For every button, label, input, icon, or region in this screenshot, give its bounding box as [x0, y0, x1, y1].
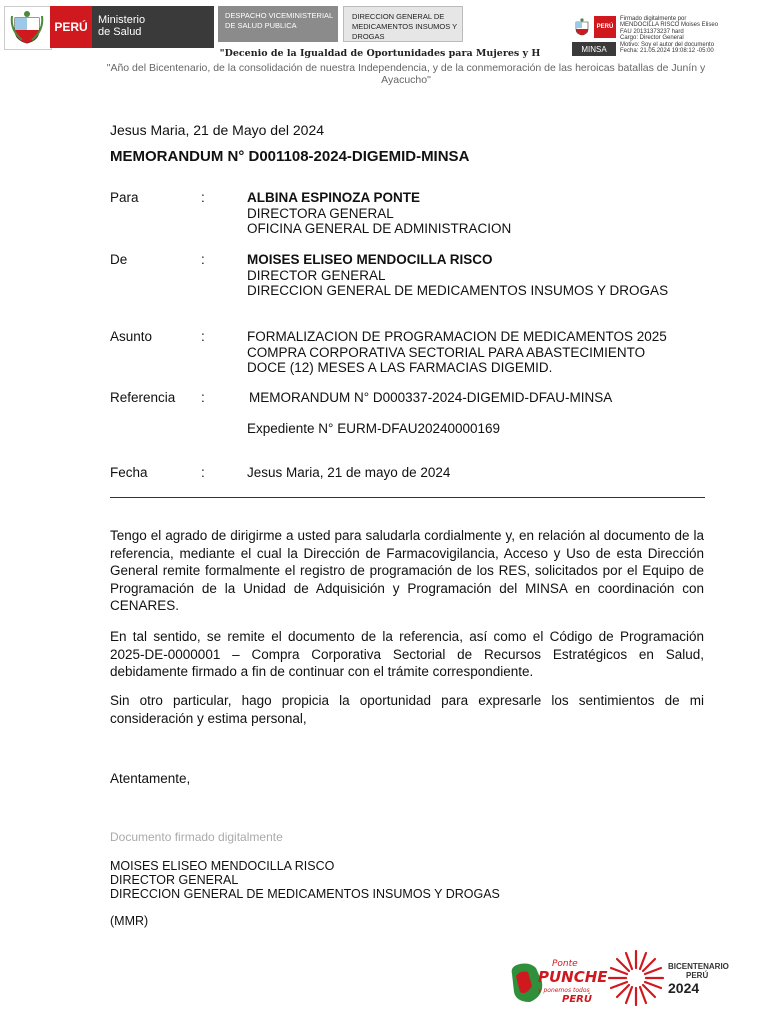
de-role: DIRECTOR GENERAL: [247, 267, 386, 283]
para-label: Para: [110, 190, 139, 205]
asunto-label: Asunto: [110, 329, 153, 344]
referencia-1: MEMORANDUM N° D000337-2024-DIGEMID-DFAU-MINSA: [249, 390, 613, 405]
ponte-punche-logo-icon: [508, 952, 608, 1008]
decenio-line: "Decenio de la Igualdad de Oportunidades para Mujeres y H: [219, 48, 541, 59]
para-colon: :: [201, 190, 205, 205]
header-divider: [110, 497, 705, 498]
stamp-peru-badge: PERÚ: [594, 16, 616, 38]
asunto-colon: :: [201, 329, 205, 344]
para-name: ALBINA ESPINOZA PONTE: [247, 190, 421, 205]
closing-salutation: Atentamente,: [110, 771, 191, 786]
asunto-line3: DOCE (12) MESES A LAS FARMACIAS DIGEMID.: [247, 360, 553, 375]
bicentenario-year: 2024: [668, 980, 700, 996]
bicentenario-label: [668, 962, 738, 980]
fecha-value: Jesus Maria, 21 de mayo de 2024: [247, 465, 451, 480]
initials: (MMR): [110, 914, 149, 928]
direccion-badge: DIRECCION GENERAL DE MEDICAMENTOS INSUMOS Y DROGAS: [343, 6, 463, 42]
bicentenario-country: PERÚ: [686, 971, 709, 980]
de-label: De: [110, 252, 128, 267]
asunto-value: [247, 329, 717, 376]
stamp-coat-of-arms-icon: [574, 18, 590, 36]
referencia-label: Referencia: [110, 390, 176, 405]
svg-text:PUNCHE: PUNCHE: [538, 968, 608, 986]
ministry-badge: [92, 6, 214, 48]
referencia-row: [110, 390, 710, 440]
signer-name: MOISES ELISEO MENDOCILLA RISCO: [110, 859, 335, 873]
digital-signature-text: Firmado digitalmente por MENDOCILLA RISCO Moises Eliseo FAU 20131373237 hard Cargo: Director General Motivo: Soy el autor del documento Fecha: 21.05.2024 19:08:12 -05:00: [620, 16, 719, 55]
ministry-line1: Ministerio: [98, 14, 146, 26]
memo-date: Jesus Maria, 21 de Mayo del 2024: [110, 122, 325, 138]
peru-badge: PERÚ: [50, 6, 92, 48]
asunto-line1: FORMALIZACION DE PROGRAMACION DE MEDICAMENTOS 2025: [247, 329, 667, 344]
svg-text:PERÚ: PERÚ: [562, 994, 592, 1005]
peru-coat-of-arms-icon: [12, 10, 42, 44]
para-office: OFICINA GENERAL DE ADMINISTRACION: [247, 221, 512, 236]
de-value: [247, 252, 717, 299]
para-row: [110, 190, 710, 238]
asunto-line2: COMPRA CORPORATIVA SECTORIAL PARA ABASTECIMIENTO: [247, 344, 646, 360]
signer-block: [110, 859, 500, 901]
fecha-colon: :: [201, 465, 205, 480]
para-role: DIRECTORA GENERAL: [247, 205, 394, 221]
referencia-colon: :: [201, 390, 205, 405]
fecha-row: [110, 465, 710, 481]
ministry-line2: de Salud: [98, 26, 142, 38]
de-colon: :: [201, 252, 205, 267]
signer-role: DIRECTOR GENERAL: [110, 873, 239, 887]
digitally-signed-note: Documento firmado digitalmente: [110, 830, 283, 844]
referencia-2: Expediente N° EURM-DFAU20240000169: [247, 421, 501, 436]
body-paragraph-1: Tengo el agrado de dirigirme a usted para saludarla cordialmente y, en relación al documento de la referencia, mediante el cual la Dirección de Farmacovigilancia, Acceso y Uso de esta Dirección General remite formalmente el registro de programación de los RES, solicitados por el Equipo de Programación de la Unidad de Adquisición y Programación del MINSA en coordinación con CENARES.: [110, 528, 704, 614]
body-paragraph-2: En tal sentido, se remite el documento de la referencia, así como el Código de Programación 2025-DE-0000001 – Compra Corporativa Sectorial de Recursos Estratégicos en Salud, debidamente firmado a fin de continuar con el trámite correspondiente.: [110, 629, 704, 680]
asunto-row: [110, 329, 710, 377]
stamp-minsa-badge: MINSA: [572, 42, 616, 56]
memo-title: MEMORANDUM N° D001108-2024-DIGEMID-MINSA: [110, 148, 470, 165]
signer-office: DIRECCION GENERAL DE MEDICAMENTOS INSUMOS Y DROGAS: [110, 887, 500, 901]
bicentenario-sun-icon: [606, 948, 666, 1008]
bicentenario-word: BICENTENARIO: [668, 962, 729, 971]
de-row: [110, 252, 710, 300]
de-office: DIRECCION GENERAL DE MEDICAMENTOS INSUMOS Y DROGAS: [247, 283, 669, 298]
para-value: [247, 190, 717, 237]
fecha-label: Fecha: [110, 465, 148, 480]
despacho-badge: DESPACHO VICEMINISTERIAL DE SALUD PUBLICA: [218, 6, 338, 42]
anio-line: "Año del Bicentenario, de la consolidación de nuestra Independencia, y de la conmemoración de las heroicas batallas de Junín y Ayacucho": [106, 62, 706, 86]
body-paragraph-3: Sin otro particular, hago propicia la oportunidad para expresarle los sentimientos de mi consideración y estima personal,: [110, 693, 704, 726]
svg-text:y ponemos todos: y ponemos todos: [538, 987, 590, 994]
de-name: MOISES ELISEO MENDOCILLA RISCO: [247, 252, 493, 267]
svg-text:Ponte: Ponte: [552, 959, 578, 969]
